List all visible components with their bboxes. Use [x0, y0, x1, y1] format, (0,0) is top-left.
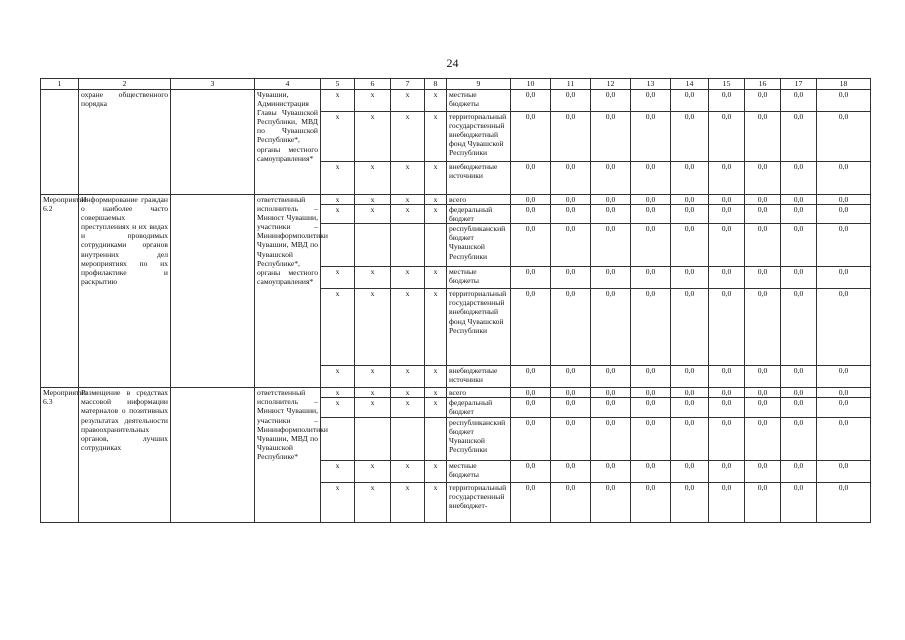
value-cell: 0,0: [511, 417, 551, 460]
value-cell: 0,0: [745, 195, 781, 205]
budget-table: [40, 78, 871, 523]
value-cell: 0,0: [511, 224, 551, 267]
value-cell: 0,0: [671, 460, 709, 482]
funding-source: всего: [447, 195, 511, 205]
value-cell: 0,0: [631, 205, 671, 224]
value-cell: 0,0: [551, 112, 591, 162]
value-cell: 0,0: [591, 90, 631, 112]
code-cell: x: [321, 90, 355, 112]
code-cell: x: [355, 195, 391, 205]
value-cell: 0,0: [631, 224, 671, 267]
value-cell: 0,0: [781, 482, 817, 522]
value-cell: 0,0: [745, 398, 781, 417]
code-cell: x: [425, 366, 447, 388]
value-cell: 0,0: [709, 195, 745, 205]
code-cell: x: [321, 289, 355, 366]
code-cell: x: [321, 205, 355, 224]
value-cell: 0,0: [709, 417, 745, 460]
value-cell: 0,0: [591, 267, 631, 289]
value-cell: 0,0: [817, 460, 871, 482]
code-cell: x: [355, 90, 391, 112]
code-cell: x: [425, 460, 447, 482]
value-cell: 0,0: [745, 417, 781, 460]
value-cell: 0,0: [817, 112, 871, 162]
value-cell: 0,0: [817, 224, 871, 267]
value-cell: 0,0: [781, 366, 817, 388]
code-cell: x: [425, 90, 447, 112]
value-cell: 0,0: [781, 398, 817, 417]
value-cell: 0,0: [631, 289, 671, 366]
responsible-executor: Чувашии, Администрация Главы Чувашской Республики, МВД по Чувашской Республике*, органы местного самоуправления*: [255, 90, 321, 195]
code-cell: x: [425, 482, 447, 522]
value-cell: 0,0: [551, 90, 591, 112]
code-cell: x: [355, 460, 391, 482]
value-cell: 0,0: [551, 417, 591, 460]
code-cell: x: [355, 289, 391, 366]
measure-description: Информирование граждан о наиболее часто совершаемых преступлениях и их видах и проводимых сотрудниками органов внутренних дел мероприятиях по их профилактике и раскрытию: [79, 195, 171, 388]
value-cell: 0,0: [551, 162, 591, 195]
header-cell: 16: [745, 79, 781, 90]
value-cell: 0,0: [551, 482, 591, 522]
empty-cell: [171, 90, 255, 195]
value-cell: 0,0: [551, 388, 591, 398]
responsible-executor: ответственный исполнитель – Минюст Чувашии, участники – Мининформполитики Чувашии, МВД по Чувашской Республике*, органы местного самоуправления*: [255, 195, 321, 388]
code-cell: x: [391, 205, 425, 224]
value-cell: 0,0: [745, 90, 781, 112]
value-cell: 0,0: [781, 388, 817, 398]
value-cell: 0,0: [631, 366, 671, 388]
code-cell: [355, 224, 391, 267]
value-cell: 0,0: [511, 366, 551, 388]
value-cell: 0,0: [781, 460, 817, 482]
value-cell: 0,0: [817, 289, 871, 366]
value-cell: 0,0: [511, 398, 551, 417]
table-row: [41, 388, 871, 398]
value-cell: 0,0: [551, 205, 591, 224]
code-cell: x: [391, 162, 425, 195]
header-cell: 18: [817, 79, 871, 90]
funding-source: республиканский бюджет Чувашской Республики: [447, 224, 511, 267]
value-cell: 0,0: [511, 195, 551, 205]
funding-source: территориальный государственный внебюджетный фонд Чувашской Республики: [447, 112, 511, 162]
code-cell: [425, 417, 447, 460]
code-cell: [425, 224, 447, 267]
table-row: [41, 90, 871, 112]
code-cell: x: [391, 195, 425, 205]
funding-source: местные бюджеты: [447, 267, 511, 289]
code-cell: x: [355, 388, 391, 398]
value-cell: 0,0: [745, 482, 781, 522]
value-cell: 0,0: [591, 289, 631, 366]
value-cell: 0,0: [631, 90, 671, 112]
value-cell: 0,0: [511, 112, 551, 162]
header-cell: 5: [321, 79, 355, 90]
code-cell: x: [391, 267, 425, 289]
value-cell: 0,0: [631, 398, 671, 417]
header-cell: 6: [355, 79, 391, 90]
value-cell: 0,0: [817, 388, 871, 398]
value-cell: 0,0: [781, 90, 817, 112]
empty-cell: [171, 195, 255, 388]
value-cell: 0,0: [817, 417, 871, 460]
responsible-executor: ответственный исполнитель – Минюст Чувашии, участники – Мининформполитики Чувашии, МВД по Чувашской Республике*: [255, 388, 321, 522]
header-cell: 13: [631, 79, 671, 90]
value-cell: 0,0: [671, 388, 709, 398]
code-cell: x: [425, 195, 447, 205]
value-cell: 0,0: [817, 267, 871, 289]
value-cell: 0,0: [591, 224, 631, 267]
value-cell: 0,0: [745, 162, 781, 195]
value-cell: 0,0: [745, 224, 781, 267]
value-cell: 0,0: [817, 162, 871, 195]
code-cell: x: [321, 460, 355, 482]
value-cell: 0,0: [511, 388, 551, 398]
code-cell: x: [391, 112, 425, 162]
funding-source: местные бюджеты: [447, 460, 511, 482]
value-cell: 0,0: [745, 112, 781, 162]
funding-source: республиканский бюджет Чувашской Республики: [447, 417, 511, 460]
header-cell: 2: [79, 79, 171, 90]
funding-source: федеральный бюджет: [447, 205, 511, 224]
code-cell: x: [391, 90, 425, 112]
value-cell: 0,0: [671, 90, 709, 112]
value-cell: 0,0: [551, 460, 591, 482]
value-cell: 0,0: [591, 417, 631, 460]
value-cell: 0,0: [745, 366, 781, 388]
value-cell: 0,0: [781, 205, 817, 224]
value-cell: 0,0: [551, 267, 591, 289]
measure-description: охране общественного порядка: [79, 90, 171, 195]
code-cell: x: [355, 162, 391, 195]
code-cell: x: [321, 398, 355, 417]
value-cell: 0,0: [511, 482, 551, 522]
value-cell: 0,0: [631, 267, 671, 289]
code-cell: x: [391, 398, 425, 417]
code-cell: x: [321, 366, 355, 388]
code-cell: x: [425, 267, 447, 289]
value-cell: 0,0: [671, 398, 709, 417]
value-cell: 0,0: [709, 388, 745, 398]
code-cell: x: [391, 460, 425, 482]
header-cell: 10: [511, 79, 551, 90]
value-cell: 0,0: [591, 482, 631, 522]
value-cell: 0,0: [709, 267, 745, 289]
value-cell: 0,0: [671, 289, 709, 366]
value-cell: 0,0: [511, 205, 551, 224]
code-cell: x: [355, 267, 391, 289]
header-cell: 3: [171, 79, 255, 90]
value-cell: 0,0: [709, 289, 745, 366]
funding-source: внебюджетные источники: [447, 366, 511, 388]
value-cell: 0,0: [817, 366, 871, 388]
code-cell: [321, 417, 355, 460]
value-cell: 0,0: [631, 112, 671, 162]
value-cell: 0,0: [551, 224, 591, 267]
value-cell: 0,0: [591, 162, 631, 195]
code-cell: x: [425, 205, 447, 224]
funding-source: территориальный государственный внебюджет-: [447, 482, 511, 522]
value-cell: 0,0: [631, 388, 671, 398]
header-cell: 12: [591, 79, 631, 90]
value-cell: 0,0: [511, 289, 551, 366]
value-cell: 0,0: [591, 398, 631, 417]
code-cell: x: [425, 289, 447, 366]
code-cell: [391, 224, 425, 267]
value-cell: 0,0: [709, 162, 745, 195]
value-cell: 0,0: [511, 460, 551, 482]
code-cell: x: [321, 162, 355, 195]
code-cell: x: [355, 205, 391, 224]
code-cell: x: [391, 289, 425, 366]
value-cell: 0,0: [671, 112, 709, 162]
value-cell: 0,0: [631, 482, 671, 522]
value-cell: 0,0: [709, 460, 745, 482]
value-cell: 0,0: [591, 112, 631, 162]
funding-source: внебюджетные источники: [447, 162, 511, 195]
funding-source: федеральный бюджет: [447, 398, 511, 417]
value-cell: 0,0: [671, 195, 709, 205]
value-cell: 0,0: [551, 398, 591, 417]
header-cell: 4: [255, 79, 321, 90]
value-cell: 0,0: [671, 417, 709, 460]
value-cell: 0,0: [781, 112, 817, 162]
code-cell: x: [355, 398, 391, 417]
value-cell: 0,0: [671, 267, 709, 289]
value-cell: 0,0: [551, 289, 591, 366]
value-cell: 0,0: [781, 267, 817, 289]
value-cell: 0,0: [709, 112, 745, 162]
value-cell: 0,0: [591, 460, 631, 482]
value-cell: 0,0: [591, 205, 631, 224]
value-cell: 0,0: [551, 366, 591, 388]
code-cell: x: [321, 482, 355, 522]
header-cell: 8: [425, 79, 447, 90]
value-cell: 0,0: [709, 366, 745, 388]
value-cell: 0,0: [709, 224, 745, 267]
measure-number: Мероприятие 6.3: [41, 388, 79, 522]
funding-source: местные бюджеты: [447, 90, 511, 112]
table-row: [41, 195, 871, 205]
code-cell: x: [425, 162, 447, 195]
code-cell: x: [321, 267, 355, 289]
value-cell: 0,0: [631, 417, 671, 460]
value-cell: 0,0: [671, 366, 709, 388]
value-cell: 0,0: [781, 224, 817, 267]
value-cell: 0,0: [745, 388, 781, 398]
value-cell: 0,0: [671, 205, 709, 224]
value-cell: 0,0: [591, 195, 631, 205]
empty-cell: [171, 388, 255, 522]
funding-source: всего: [447, 388, 511, 398]
code-cell: [391, 417, 425, 460]
value-cell: 0,0: [671, 482, 709, 522]
header-row: [41, 79, 871, 90]
measure-number: [41, 90, 79, 195]
code-cell: x: [425, 388, 447, 398]
value-cell: 0,0: [511, 162, 551, 195]
value-cell: 0,0: [817, 195, 871, 205]
code-cell: x: [355, 482, 391, 522]
value-cell: 0,0: [631, 162, 671, 195]
code-cell: x: [355, 112, 391, 162]
value-cell: 0,0: [671, 224, 709, 267]
header-cell: 17: [781, 79, 817, 90]
code-cell: x: [425, 398, 447, 417]
value-cell: 0,0: [591, 388, 631, 398]
value-cell: 0,0: [551, 195, 591, 205]
value-cell: 0,0: [817, 482, 871, 522]
code-cell: [321, 224, 355, 267]
code-cell: x: [425, 112, 447, 162]
code-cell: [355, 417, 391, 460]
header-cell: 9: [447, 79, 511, 90]
value-cell: 0,0: [745, 205, 781, 224]
value-cell: 0,0: [817, 398, 871, 417]
value-cell: 0,0: [709, 90, 745, 112]
value-cell: 0,0: [781, 289, 817, 366]
value-cell: 0,0: [631, 195, 671, 205]
value-cell: 0,0: [631, 460, 671, 482]
measure-number: Мероприятие 6.2: [41, 195, 79, 388]
code-cell: x: [321, 195, 355, 205]
value-cell: 0,0: [671, 162, 709, 195]
page-number: 24: [446, 56, 459, 70]
code-cell: x: [391, 388, 425, 398]
value-cell: 0,0: [745, 289, 781, 366]
value-cell: 0,0: [745, 267, 781, 289]
header-cell: 7: [391, 79, 425, 90]
code-cell: x: [321, 388, 355, 398]
value-cell: 0,0: [781, 417, 817, 460]
measure-description: Размещение в средствах массовой информации материалов о позитивных результатах деятельности правоохранительных органов, лучших сотрудниках: [79, 388, 171, 522]
value-cell: 0,0: [709, 398, 745, 417]
value-cell: 0,0: [781, 162, 817, 195]
funding-source: территориальный государственный внебюджетный фонд Чувашской Республики: [447, 289, 511, 366]
header-cell: 15: [709, 79, 745, 90]
value-cell: 0,0: [817, 205, 871, 224]
header-cell: 11: [551, 79, 591, 90]
value-cell: 0,0: [781, 195, 817, 205]
header-cell: 14: [671, 79, 709, 90]
value-cell: 0,0: [709, 482, 745, 522]
value-cell: 0,0: [591, 366, 631, 388]
code-cell: x: [355, 366, 391, 388]
value-cell: 0,0: [511, 267, 551, 289]
value-cell: 0,0: [511, 90, 551, 112]
header-cell: 1: [41, 79, 79, 90]
code-cell: x: [391, 366, 425, 388]
value-cell: 0,0: [817, 90, 871, 112]
code-cell: x: [391, 482, 425, 522]
value-cell: 0,0: [709, 205, 745, 224]
code-cell: x: [321, 112, 355, 162]
value-cell: 0,0: [745, 460, 781, 482]
